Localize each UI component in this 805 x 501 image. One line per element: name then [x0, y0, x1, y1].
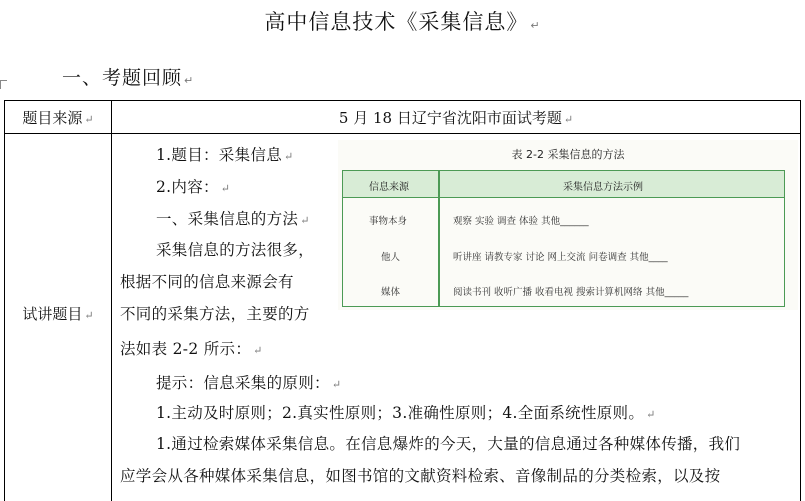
- textbook-header-methods: 采集信息方法示例: [563, 182, 643, 193]
- content-line-10: 1.通过检索媒体采集信息。在信息爆炸的今天，大量的信息通过各种媒体传播，我们: [156, 435, 741, 453]
- content-line-5: 根据不同的信息来源会有: [120, 273, 294, 291]
- textbook-table-caption: 表 2-2 采集信息的方法: [511, 148, 625, 161]
- row-label-source: 题目来源 ↵: [22, 109, 94, 127]
- document-title: 高中信息技术《采集信息》 ↵: [264, 10, 541, 34]
- textbook-row-methods: 观察 实验 调查 体验 其他______: [453, 216, 589, 227]
- section-heading: 一、考题回顾 ↵: [62, 67, 195, 89]
- content-line-9: 1.主动及时原则；2.真实性原则；3.准确性原则；4.全面系统性原则。 ↵: [156, 404, 656, 422]
- content-line-2: 2.内容： ↵: [156, 178, 231, 196]
- textbook-row-methods: 阅读书刊 收听广播 收看电视 搜索计算机网络 其他_____: [453, 287, 689, 298]
- content-line-6: 不同的采集方法，主要的方: [120, 305, 310, 323]
- content-line-1: 1.题目：采集信息 ↵: [156, 146, 294, 164]
- margin-corner-mark: [0, 80, 7, 89]
- content-line-11: 应学会从各种媒体采集信息，如图书馆的文献资料检索、音像制品的分类检索，以及按: [120, 467, 721, 485]
- row-label-topic: 试讲题目 ↵: [22, 305, 94, 323]
- content-line-7: 法如表 2-2 所示： ↵: [120, 340, 263, 358]
- textbook-table-image: [338, 140, 798, 310]
- textbook-table-divider: [438, 171, 440, 306]
- textbook-row-methods: 听讲座 请教专家 讨论 网上交流 问卷调查 其他____: [453, 252, 668, 263]
- textbook-row-source: 媒体: [381, 287, 401, 298]
- content-line-8: 提示：信息采集的原则： ↵: [156, 374, 342, 392]
- content-line-4: 采集信息的方法很多，: [156, 241, 315, 259]
- content-line-3: 一、采集信息的方法 ↵: [156, 210, 310, 228]
- row-value-source: 5 月 18 日辽宁省沈阳市面试考题 ↵: [338, 109, 574, 127]
- textbook-header-source: 信息来源: [369, 182, 409, 193]
- textbook-table: [342, 170, 785, 307]
- textbook-row-source: 事物本身: [369, 216, 408, 227]
- textbook-row-source: 他人: [381, 252, 401, 263]
